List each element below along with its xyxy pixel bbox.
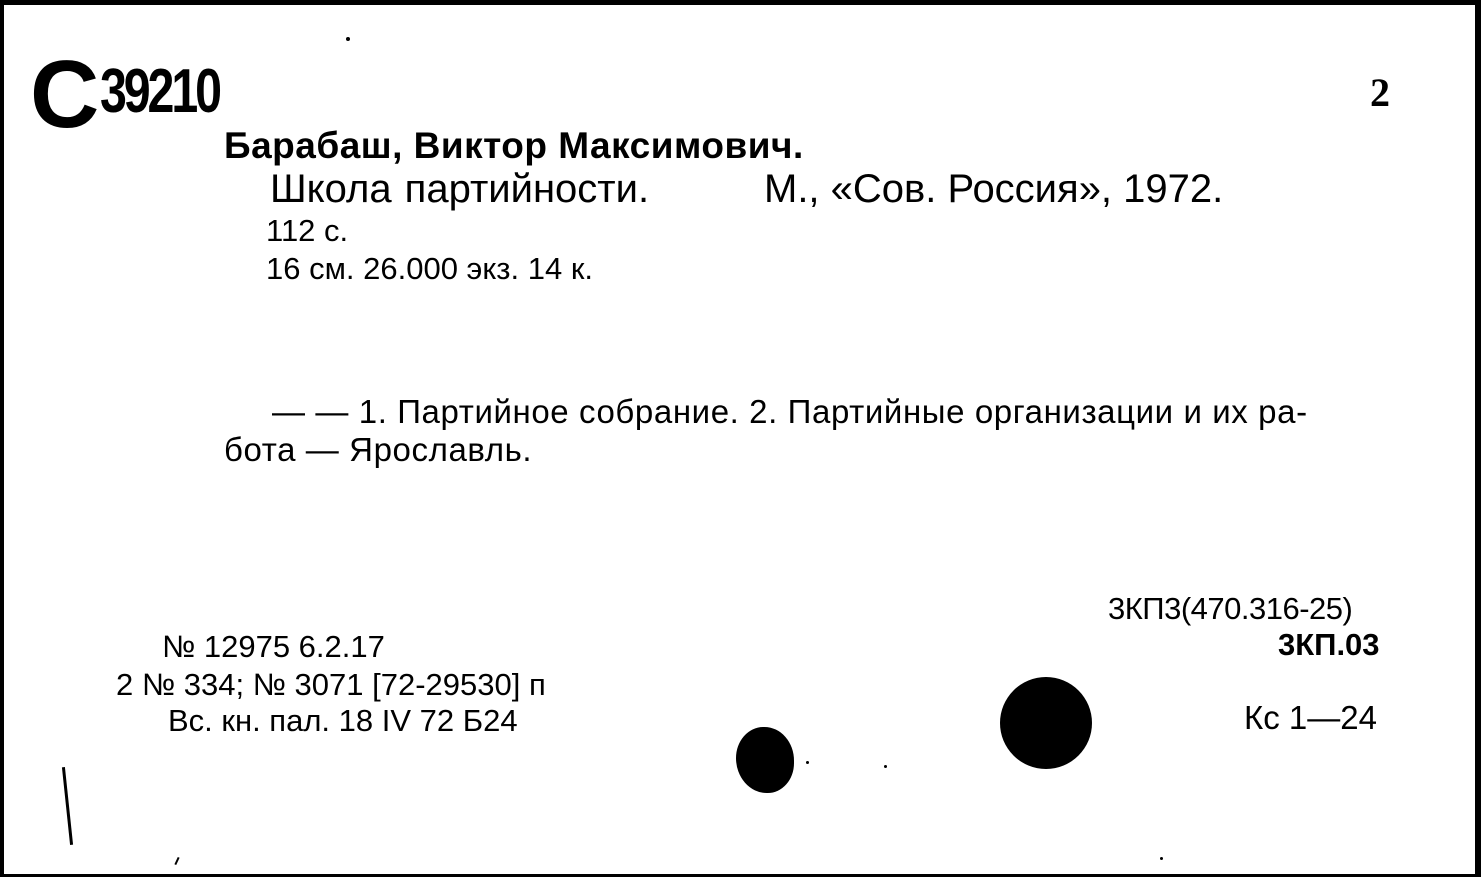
subject-headings-line-1: — — 1. Партийное собрание. 2. Партийные организации и их ра- bbox=[272, 393, 1308, 430]
classification-index-2: 3КП.03 bbox=[1278, 627, 1380, 662]
speck-mark bbox=[806, 761, 809, 764]
size-print-run-price: 16 см. 26.000 экз. 14 к. bbox=[266, 251, 593, 286]
speck-mark bbox=[884, 765, 887, 768]
author-heading: Барабаш, Виктор Максимович. bbox=[224, 125, 804, 166]
speck-mark bbox=[1160, 857, 1163, 860]
punch-hole-large bbox=[1000, 677, 1092, 769]
subject-headings-line-2: бота — Ярославль. bbox=[224, 431, 533, 468]
imprint: М., «Сов. Россия», 1972. bbox=[764, 167, 1224, 211]
book-title: Школа партийности. bbox=[270, 167, 650, 211]
page-count: 112 с. bbox=[266, 213, 349, 248]
registration-line-3: Вс. кн. пал. 18 IV 72 Б24 bbox=[168, 703, 518, 738]
classification-index-1: 3КП3(470.316-25) bbox=[1108, 591, 1353, 626]
speck-mark bbox=[346, 37, 350, 41]
pen-stroke-mark bbox=[174, 857, 179, 865]
shelf-mark: Кс 1—24 bbox=[1244, 699, 1377, 736]
punch-hole-small bbox=[736, 727, 794, 793]
pen-stroke-mark bbox=[62, 767, 73, 845]
copy-number: 2 bbox=[1370, 70, 1390, 115]
registration-line-1: № 12975 6.2.17 bbox=[162, 629, 385, 664]
cipher-letter: С bbox=[30, 41, 98, 148]
cipher-number: 39210 bbox=[100, 57, 219, 126]
registration-line-2: 2 № 334; № 3071 [72-29530] п bbox=[116, 667, 546, 702]
